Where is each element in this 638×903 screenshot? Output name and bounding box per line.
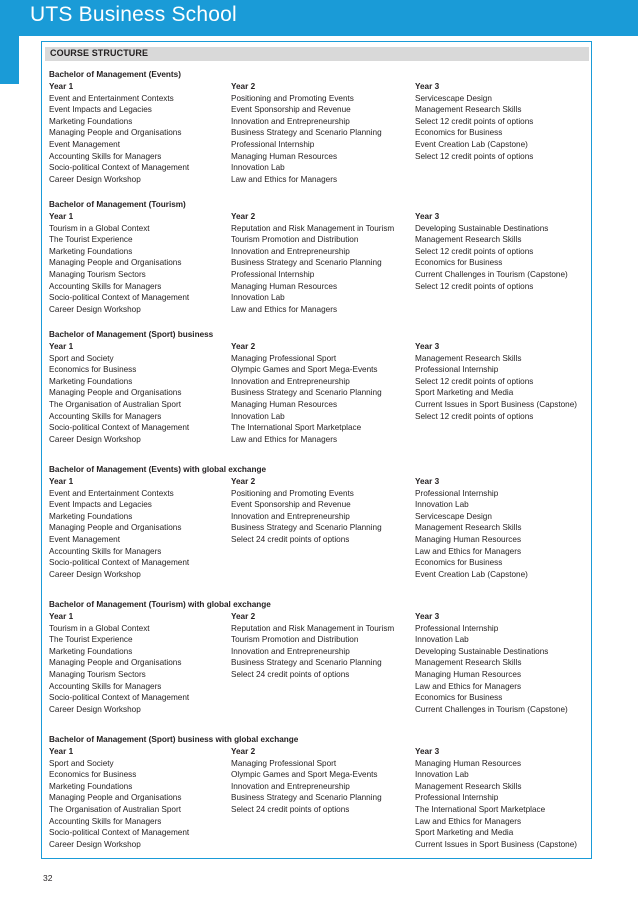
subject-item: Sport Marketing and Media (415, 388, 514, 398)
subject-item: Current Challenges in Tourism (Capstone) (415, 269, 568, 279)
year-label: Year 1 (49, 212, 74, 221)
subject-item: Developing Sustainable Destinations (415, 223, 549, 233)
subject-item: Event Creation Lab (Capstone) (415, 139, 528, 149)
subject-item: The Organisation of Australian Sport (49, 804, 181, 814)
subject-item: Management Research Skills (415, 658, 522, 668)
subject-item: Select 12 credit points of options (415, 116, 534, 126)
subject-item: Sport and Society (49, 353, 114, 363)
subject-item: Innovation and Entrepreneurship (231, 246, 350, 256)
page-title: UTS Business School (30, 3, 237, 26)
subject-item: Accounting Skills for Managers (49, 546, 162, 556)
subject-item: Managing Tourism Sectors (49, 669, 146, 679)
subject-item: Law and Ethics for Managers (415, 546, 522, 556)
year-column (415, 341, 577, 422)
subject-item: Economics for Business (415, 693, 503, 703)
subject-item: Managing People and Organisations (49, 793, 182, 803)
subject-item: Innovation Lab (231, 411, 285, 421)
subject-item: Select 24 credit points of options (231, 804, 350, 814)
program-title: Bachelor of Management (Events) (49, 70, 181, 79)
year-column (49, 211, 189, 315)
year-label: Year 3 (415, 747, 440, 756)
program-block (49, 734, 594, 849)
year-column (231, 81, 382, 185)
subject-item: Professional Internship (415, 365, 499, 375)
subject-item: Current Challenges in Tourism (Capstone) (415, 704, 568, 714)
year-label: Year 3 (415, 477, 440, 486)
year-label: Year 3 (415, 342, 440, 351)
program-title: Bachelor of Management (Tourism) (49, 200, 186, 209)
subject-item: Marketing Foundations (49, 246, 133, 256)
subject-item: Event and Entertainment Contexts (49, 93, 174, 103)
subject-item: Current Issues in Sport Business (Capstone) (415, 839, 578, 849)
year-columns (49, 341, 594, 444)
subject-item: Managing Human Resources (231, 151, 338, 161)
subject-item: Business Strategy and Scenario Planning (231, 128, 382, 138)
subject-item: Innovation and Entrepreneurship (231, 376, 350, 386)
year-label: Year 2 (231, 477, 256, 486)
program-block (49, 464, 594, 579)
year-column (231, 211, 394, 315)
subject-item: Accounting Skills for Managers (49, 681, 162, 691)
subject-item: Positioning and Promoting Events (231, 93, 354, 103)
year-column (415, 211, 568, 292)
subject-item: Olympic Games and Sport Mega-Events (231, 365, 378, 375)
year-label: Year 2 (231, 212, 256, 221)
year-columns (49, 476, 594, 579)
subject-item: Innovation and Entrepreneurship (231, 511, 350, 521)
subject-item: Professional Internship (231, 139, 315, 149)
subject-item: Innovation Lab (415, 635, 469, 645)
subject-item: Economics for Business (49, 770, 137, 780)
subject-item: Law and Ethics for Managers (231, 304, 338, 314)
program-title: Bachelor of Management (Sport) business with global exchange (49, 735, 299, 744)
subject-item: Career Design Workshop (49, 434, 141, 444)
subject-item: Select 12 credit points of options (415, 411, 534, 421)
section-title: COURSE STRUCTURE (50, 48, 149, 58)
year-label: Year 1 (49, 612, 74, 621)
subject-item: Business Strategy and Scenario Planning (231, 388, 382, 398)
page-number: 32 (43, 873, 53, 883)
subject-item: Positioning and Promoting Events (231, 488, 354, 498)
subject-item: Career Design Workshop (49, 174, 141, 184)
subject-item: Event Management (49, 534, 121, 544)
subject-item: Event and Entertainment Contexts (49, 488, 174, 498)
year-columns (49, 746, 594, 849)
program-title: Bachelor of Management (Events) with global exchange (49, 465, 267, 474)
subject-item: Management Research Skills (415, 523, 522, 533)
subject-item: Professional Internship (231, 269, 315, 279)
subject-item: Accounting Skills for Managers (49, 281, 162, 291)
subject-item: Professional Internship (415, 623, 499, 633)
year-column (231, 476, 382, 546)
subject-item: Marketing Foundations (49, 376, 133, 386)
year-label: Year 3 (415, 612, 440, 621)
year-column (231, 746, 382, 816)
subject-item: Socio-political Context of Management (49, 693, 190, 703)
year-column (231, 611, 394, 681)
subject-item: Olympic Games and Sport Mega-Events (231, 770, 378, 780)
subject-item: Event Management (49, 139, 121, 149)
subject-item: Career Design Workshop (49, 304, 141, 314)
subject-item: Sport Marketing and Media (415, 828, 514, 838)
subject-item: Managing People and Organisations (49, 523, 182, 533)
program-block (49, 199, 594, 314)
year-label: Year 1 (49, 82, 74, 91)
subject-item: Professional Internship (415, 793, 499, 803)
subject-item: Socio-political Context of Management (49, 163, 190, 173)
subject-item: Socio-political Context of Management (49, 828, 190, 838)
subject-item: Event Sponsorship and Revenue (231, 105, 351, 115)
subject-item: Law and Ethics for Managers (231, 434, 338, 444)
subject-item: Marketing Foundations (49, 511, 133, 521)
subject-item: Developing Sustainable Destinations (415, 646, 549, 656)
subject-item: The International Sport Marketplace (415, 804, 546, 814)
program-title: Bachelor of Management (Tourism) with global exchange (49, 600, 271, 609)
subject-item: Socio-political Context of Management (49, 423, 190, 433)
subject-item: Innovation and Entrepreneurship (231, 781, 350, 791)
year-column (415, 476, 528, 580)
subject-item: Accounting Skills for Managers (49, 151, 162, 161)
subject-item: The Tourist Experience (49, 635, 133, 645)
subject-item: Select 12 credit points of options (415, 376, 534, 386)
program-block (49, 69, 594, 184)
subject-item: Law and Ethics for Managers (415, 681, 522, 691)
subject-item: Career Design Workshop (49, 569, 141, 579)
year-label: Year 2 (231, 342, 256, 351)
subject-item: Marketing Foundations (49, 646, 133, 656)
year-label: Year 3 (415, 82, 440, 91)
subject-item: Innovation and Entrepreneurship (231, 116, 350, 126)
subject-item: Innovation Lab (415, 500, 469, 510)
year-column (415, 81, 533, 162)
subject-item: Managing People and Organisations (49, 128, 182, 138)
subject-item: Innovation and Entrepreneurship (231, 646, 350, 656)
subject-item: Tourism Promotion and Distribution (231, 635, 359, 645)
program-block (49, 329, 594, 444)
subject-item: Managing Human Resources (415, 758, 522, 768)
subject-item: Managing Professional Sport (231, 758, 337, 768)
subject-item: Innovation Lab (231, 293, 285, 303)
subject-item: Event Impacts and Legacies (49, 500, 152, 510)
year-label: Year 2 (231, 747, 256, 756)
subject-item: Select 12 credit points of options (415, 151, 534, 161)
subject-item: Managing Human Resources (415, 669, 522, 679)
program-title: Bachelor of Management (Sport) business (49, 330, 214, 339)
subject-item: Servicescape Design (415, 93, 492, 103)
subject-item: Management Research Skills (415, 105, 522, 115)
year-column (49, 341, 189, 445)
subject-item: Select 12 credit points of options (415, 246, 534, 256)
subject-item: Accounting Skills for Managers (49, 816, 162, 826)
year-column (49, 746, 189, 850)
subject-item: Career Design Workshop (49, 839, 141, 849)
subject-item: Marketing Foundations (49, 781, 133, 791)
subject-item: Innovation Lab (231, 163, 285, 173)
subject-item: Economics for Business (415, 258, 503, 268)
subject-item: The Tourist Experience (49, 235, 133, 245)
subject-item: Managing Human Resources (415, 534, 522, 544)
subject-item: Event Creation Lab (Capstone) (415, 569, 528, 579)
program-block (49, 599, 594, 714)
year-columns (49, 81, 594, 184)
subject-item: Economics for Business (49, 365, 137, 375)
year-label: Year 2 (231, 82, 256, 91)
subject-item: Tourism in a Global Context (49, 623, 150, 633)
subject-item: Economics for Business (415, 558, 503, 568)
subject-item: Reputation and Risk Management in Tourism (231, 223, 395, 233)
subject-item: Managing People and Organisations (49, 388, 182, 398)
subject-item: Event Sponsorship and Revenue (231, 500, 351, 510)
subject-item: Career Design Workshop (49, 704, 141, 714)
subject-item: Select 24 credit points of options (231, 534, 350, 544)
year-label: Year 1 (49, 747, 74, 756)
year-column (49, 476, 189, 580)
year-column (415, 611, 568, 715)
subject-item: Management Research Skills (415, 781, 522, 791)
subject-item: Managing Human Resources (231, 399, 338, 409)
subject-item: Managing People and Organisations (49, 258, 182, 268)
subject-item: Tourism Promotion and Distribution (231, 235, 359, 245)
subject-item: Management Research Skills (415, 353, 522, 363)
subject-item: Marketing Foundations (49, 116, 133, 126)
year-label: Year 1 (49, 477, 74, 486)
subject-item: Accounting Skills for Managers (49, 411, 162, 421)
subject-item: The International Sport Marketplace (231, 423, 362, 433)
subject-item: Professional Internship (415, 488, 499, 498)
year-column (231, 341, 382, 445)
year-column (415, 746, 577, 850)
subject-item: Socio-political Context of Management (49, 558, 190, 568)
subject-item: Business Strategy and Scenario Planning (231, 258, 382, 268)
side-accent-strip (0, 36, 19, 84)
subject-item: Socio-political Context of Management (49, 293, 190, 303)
subject-item: Management Research Skills (415, 235, 522, 245)
year-column (49, 81, 189, 185)
subject-item: Law and Ethics for Managers (415, 816, 522, 826)
subject-item: Managing Human Resources (231, 281, 338, 291)
subject-item: Law and Ethics for Managers (231, 174, 338, 184)
year-label: Year 3 (415, 212, 440, 221)
subject-item: Business Strategy and Scenario Planning (231, 658, 382, 668)
year-label: Year 2 (231, 612, 256, 621)
subject-item: Select 12 credit points of options (415, 281, 534, 291)
year-columns (49, 211, 594, 314)
subject-item: Economics for Business (415, 128, 503, 138)
subject-item: Select 24 credit points of options (231, 669, 350, 679)
subject-item: Innovation Lab (415, 770, 469, 780)
year-columns (49, 611, 594, 714)
subject-item: Current Issues in Sport Business (Capstone) (415, 399, 578, 409)
subject-item: Business Strategy and Scenario Planning (231, 523, 382, 533)
subject-item: The Organisation of Australian Sport (49, 399, 181, 409)
year-label: Year 1 (49, 342, 74, 351)
subject-item: Servicescape Design (415, 511, 492, 521)
subject-item: Business Strategy and Scenario Planning (231, 793, 382, 803)
subject-item: Sport and Society (49, 758, 114, 768)
year-column (49, 611, 189, 715)
subject-item: Reputation and Risk Management in Tourism (231, 623, 395, 633)
subject-item: Tourism in a Global Context (49, 223, 150, 233)
subject-item: Managing Professional Sport (231, 353, 337, 363)
subject-item: Event Impacts and Legacies (49, 105, 152, 115)
subject-item: Managing People and Organisations (49, 658, 182, 668)
subject-item: Managing Tourism Sectors (49, 269, 146, 279)
